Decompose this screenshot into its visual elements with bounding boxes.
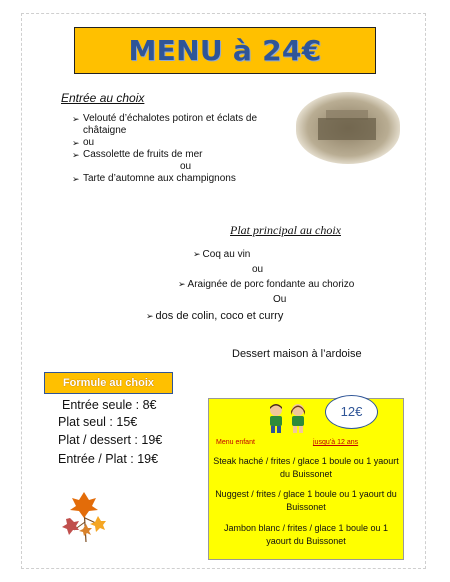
plat-item: ou: [252, 264, 264, 275]
entree-item: ou: [180, 161, 192, 172]
plat-heading: Plat principal au choix: [230, 223, 341, 237]
arrow-bullet-icon: ➢: [178, 279, 186, 289]
children-illustration: [262, 402, 314, 434]
formule-price: Plat seul : 15€: [58, 415, 138, 429]
arrow-bullet-icon: ➢: [72, 138, 80, 148]
arrow-bullet-icon: ➢: [193, 249, 201, 259]
plat-item: ➢ Araignée de porc fondante au chorizo: [178, 279, 355, 290]
kids-menu-option: Steak haché / frites / glace 1 boule ou 1 yaourt du Buissonet: [213, 456, 399, 479]
dessert-text: Dessert maison à l’ardoise: [232, 348, 362, 360]
kids-price: 12€: [340, 404, 363, 419]
kids-menu-option: Jambon blanc / frites / glace 1 boule ou 1 yaourt du Buissonet: [223, 523, 389, 546]
menu-title-banner: [74, 27, 376, 74]
kids-price-badge: [325, 395, 378, 429]
arrow-bullet-icon: ➢: [72, 114, 80, 124]
arrow-bullet-icon: ➢: [72, 174, 80, 184]
formule-heading-box: [44, 372, 173, 394]
kids-menu-label: Menu enfant: [216, 439, 255, 446]
entree-item: ➢ Tarte d’automne aux champignons: [72, 173, 236, 184]
formule-heading: Formule au choix: [62, 377, 155, 389]
entree-list: [72, 113, 290, 185]
entree-item: ➢ ou: [72, 137, 95, 148]
formule-price: Plat / dessert : 19€: [58, 433, 163, 447]
plat-item: ➢ dos de colin, coco et curry: [146, 310, 284, 322]
autumn-leaves-illustration: [60, 488, 108, 544]
menu-title: MENU à 24€: [128, 34, 322, 67]
formule-price: Entrée / Plat : 19€: [58, 452, 159, 466]
arrow-bullet-icon: ➢: [72, 150, 80, 160]
plat-item: Ou: [273, 294, 287, 305]
kids-menu-option: Nuggest / frites / glace 1 boule ou 1 yaourt du Buissonet: [215, 489, 397, 512]
arrow-bullet-icon: ➢: [146, 311, 154, 321]
kids-age-limit: jusqu’à 12 ans: [313, 439, 359, 446]
formule-price: Entrée seule : 8€: [62, 398, 157, 412]
village-photo: [296, 92, 400, 164]
entree-heading: Entrée au choix: [61, 91, 145, 105]
entree-item: ➢ Cassolette de fruits de mer: [72, 149, 203, 160]
entree-item: ➢ Velouté d’échalotes potiron et éclats de châtaigne: [72, 113, 258, 136]
plat-item: ➢ Coq au vin: [193, 249, 251, 260]
